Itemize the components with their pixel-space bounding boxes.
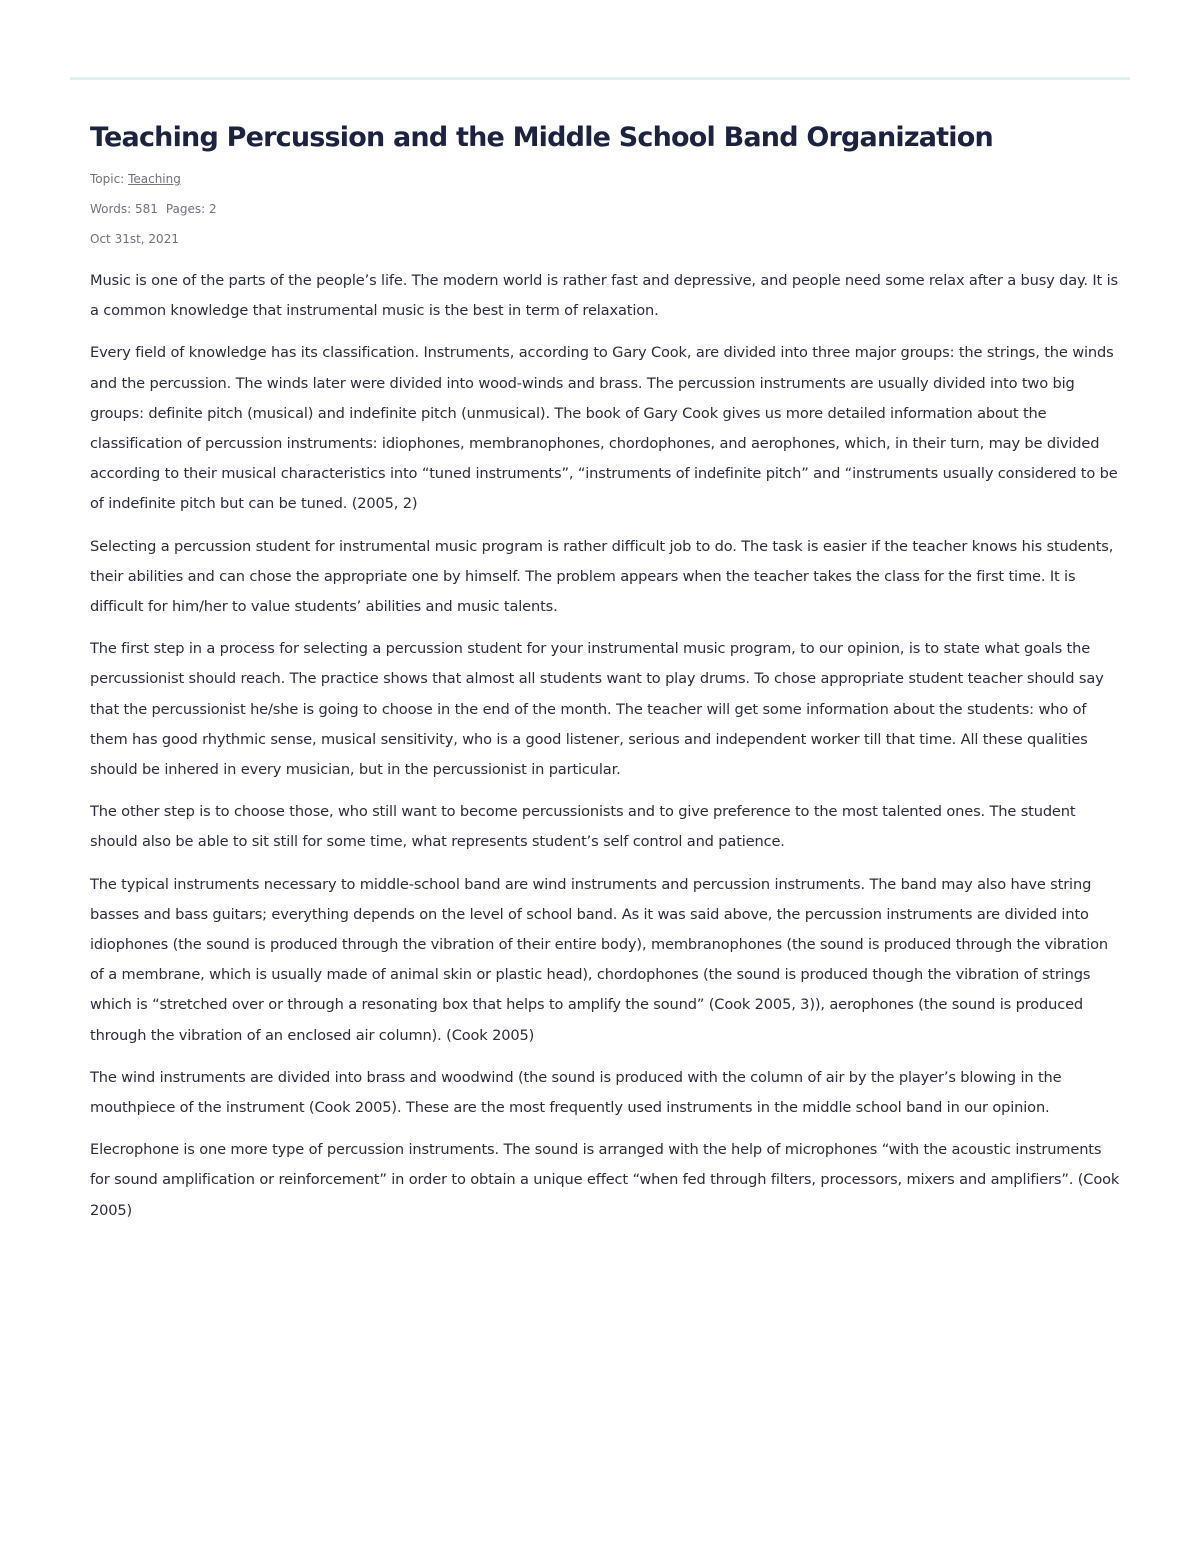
article (90, 118, 1120, 1238)
article-body (90, 266, 1120, 1226)
article-title: Teaching Percussion and the Middle School Band Organization (90, 122, 993, 153)
paragraph: The first step in a process for selecting a percussion student for your instrumental music program, to our opinion, is to state what goals the percussionist should reach. The practice shows that almost all students want to play drums. To chose appropriate student teacher should say that the percussionist he/she is going to choose in the end of the month. The teacher will get some information about the students: who of them has good rhythmic sense, musical sensitivity, who is a good listener, serious and independent worker till that time. All these qualities should be inhered in every musician, but in the percussionist in particular. (90, 640, 1104, 779)
paragraph: Every field of knowledge has its classification. Instruments, according to Gary Cook, are divided into three major groups: the strings, the winds and the percussion. The winds later were divided into wood-winds and brass. The percussion instruments are usually divided into two big groups: definite pitch (musical) and indefinite pitch (unmusical). The book of Gary Cook gives us more detailed information about the classification of percussion instruments: idiophones, membranophones, chordophones, and aerophones, which, in their turn, may be divided according to their musical characteristics into “tuned instruments”, “instruments of indefinite pitch” and “instruments usually considered to be of indefinite pitch but can be tuned. (2005, 2) (90, 344, 1118, 513)
top-divider (70, 77, 1130, 80)
publish-date: Oct 31st, 2021 (90, 232, 179, 246)
paragraph: Music is one of the parts of the people’s life. The modern world is rather fast and depressive, and people need some relax after a busy day. It is a common knowledge that instrumental music is the best in term of relaxation. (90, 272, 1118, 320)
page-count: Pages: 2 (165, 202, 217, 216)
paragraph: Elecrophone is one more type of percussion instruments. The sound is arranged with the help of microphones “with the acoustic instruments for sound amplification or reinforcement” in order to obtain a unique effect “when fed through filters, processors, mixers and amplifiers”. (Cook 2005) (90, 1141, 1120, 1219)
word-page-count (90, 201, 1120, 217)
topic-label: Topic: (90, 172, 125, 186)
paragraph: The wind instruments are divided into brass and woodwind (the sound is produced with the column of air by the player’s blowing in the mouthpiece of the instrument (Cook 2005). These are the most frequently used instruments in the middle school band in our opinion. (90, 1068, 1062, 1117)
paragraph: The other step is to choose those, who still want to become percussionists and to give preference to the most talented ones. The student should also be able to sit still for some time, what represents student’s self control and patience. (90, 803, 1076, 851)
paragraph: Selecting a percussion student for instrumental music program is rather difficult job to do. The task is easier if the teacher knows his students, their abilities and can chose the appropriate one by himself. The problem appears when the teacher takes the class for the first time. It is difficult for him/her to value students’ abilities and music talents. (90, 537, 1114, 616)
paragraph: The typical instruments necessary to middle-school band are wind instruments and percussion instruments. The band may also have string basses and bass guitars; everything depends on the level of school band. As it was said above, the percussion instruments are divided into idiophones (the sound is produced through the vibration of their entire body), membranophones (the sound is produced through the vibration of a membrane, which is usually made of animal skin or plastic head), chordophones (the sound is produced though the vibration of strings which is “stretched over or through a resonating box that helps to amplify the sound” (Cook 2005, 3)), aerophones (the sound is produced through the vibration of an enclosed air column). (Cook 2005) (90, 875, 1109, 1044)
word-count: Words: 581 (90, 202, 158, 216)
topic-link[interactable]: Teaching (128, 172, 181, 186)
topic-line (90, 171, 1120, 187)
